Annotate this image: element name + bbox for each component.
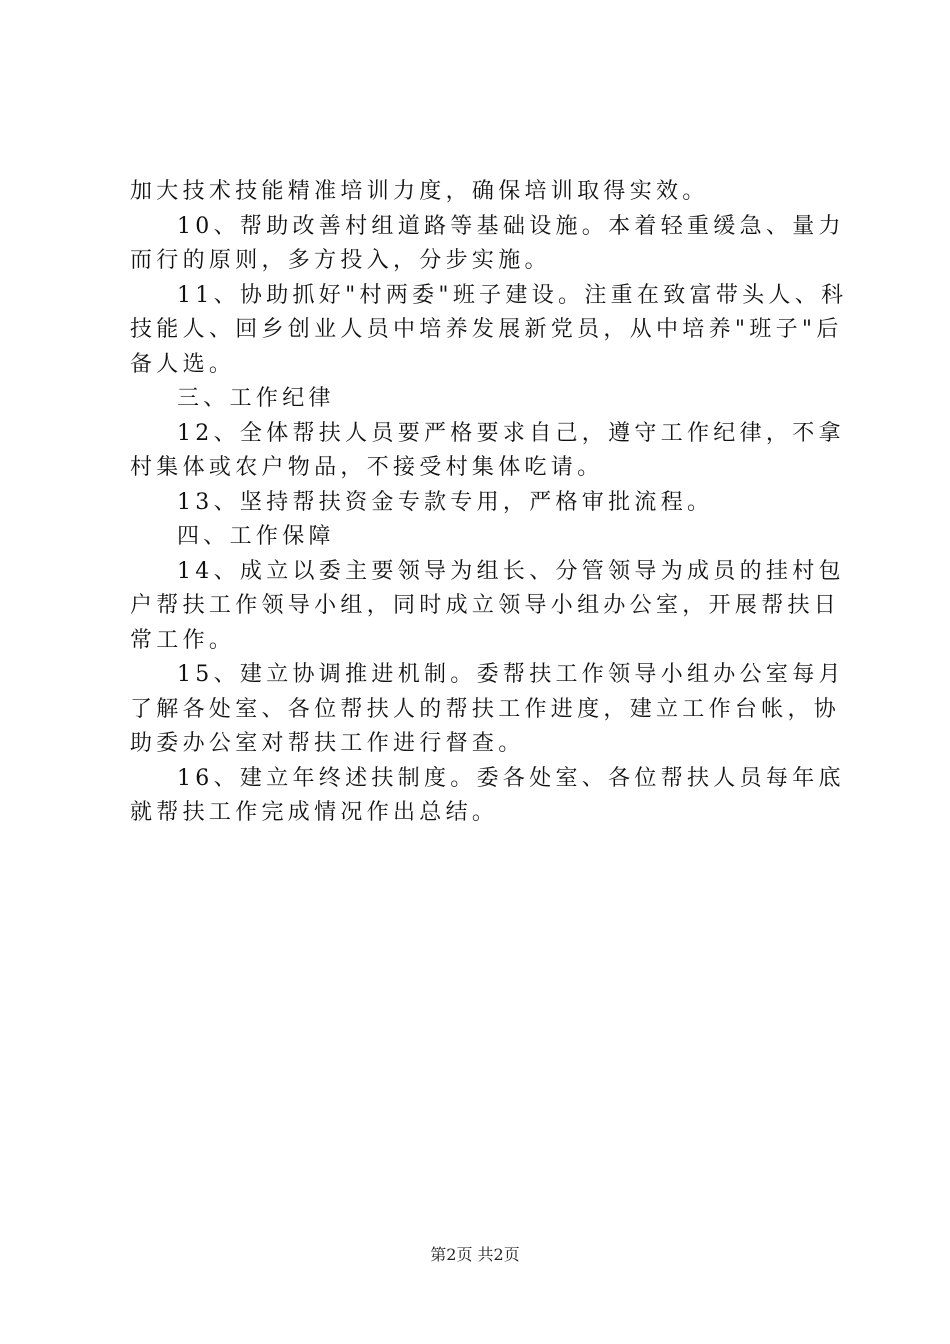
text-line: 13、坚持帮扶资金专款专用，严格审批流程。: [177, 489, 714, 515]
text-line: 14、成立以委主要领导为组长、分管领导为成员的挂村包: [177, 558, 845, 584]
section-heading: 三、工作纪律: [177, 386, 335, 411]
page-number-footer: 第2页 共2页: [430, 1245, 520, 1264]
text-line: 就帮扶工作完成情况作出总结。: [130, 800, 499, 825]
text-line: 而行的原则，多方投入，分步实施。: [130, 248, 551, 273]
text-line: 常工作。: [130, 627, 236, 653]
text-line: 助委办公室对帮扶工作进行督查。: [130, 731, 525, 756]
text-line: 户帮扶工作领导小组，同时成立领导小组办公室，开展帮扶日: [130, 593, 841, 618]
text-line: 加大技术技能精准培训力度，确保培训取得实效。: [130, 179, 709, 204]
text-line: 10、帮助改善村组道路等基础设施。本着轻重缓急、量力: [177, 213, 845, 239]
text-line: 12、全体帮扶人员要严格要求自己，遵守工作纪律，不拿: [177, 420, 845, 446]
text-line: 备人选。: [130, 351, 236, 377]
text-line: 村集体或农户物品，不接受村集体吃请。: [130, 455, 604, 480]
text-line: 15、建立协调推进机制。委帮扶工作领导小组办公室每月: [177, 662, 845, 687]
text-line: 了解各处室、各位帮扶人的帮扶工作进度，建立工作台帐，协: [130, 696, 841, 722]
text-line: 16、建立年终述扶制度。委各处室、各位帮扶人员每年底: [177, 765, 845, 791]
section-heading: 四、工作保障: [177, 524, 335, 549]
text-line: 11、协助抓好"村两委"班子建设。注重在致富带头人、科: [177, 282, 848, 308]
text-line: 技能人、回乡创业人员中培养发展新党员，从中培养"班子"后: [130, 317, 843, 342]
document-body: [130, 175, 848, 831]
